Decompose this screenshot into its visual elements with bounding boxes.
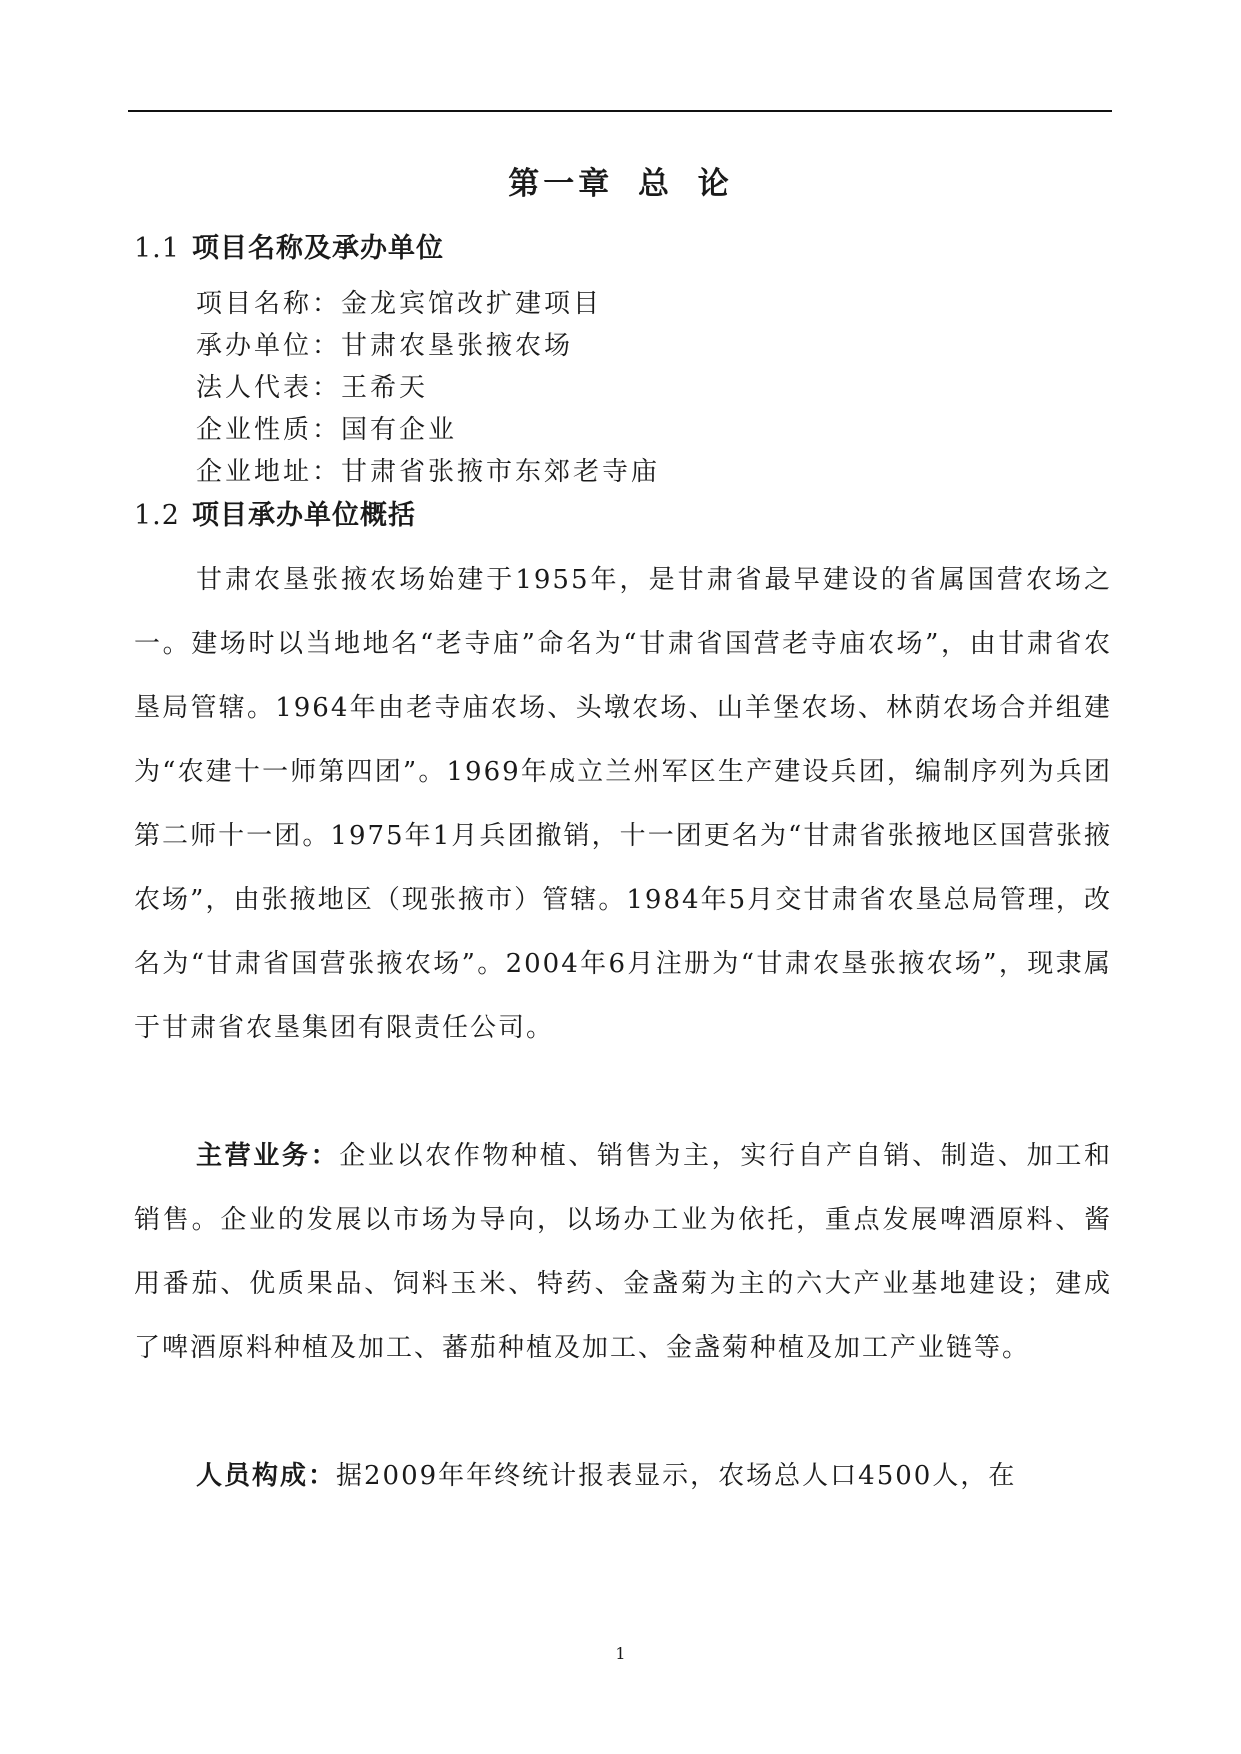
section-number: 1.2 — [134, 500, 180, 531]
section-title: 项目名称及承办单位 — [191, 233, 444, 264]
business-text: 企业以农作物种植、销售为主，实行自产自销、制造、加工和销售。企业的发展以市场为导向，以场办工业为依托，重点发展啤酒原料、酱用番茄、优质果品、饲料玉米、特药、金盏菊为主的六大产业基地建设；建成了啤酒原料种植及加工、蕃茄种植及加工、金盏菊种植及加工产业链等。 — [134, 1141, 1112, 1363]
info-legal-representative: 法人代表：王希天 — [196, 373, 429, 403]
info-enterprise-type: 企业性质：国有企业 — [196, 415, 458, 445]
paragraph-staff — [134, 1444, 1112, 1508]
section-title: 项目承办单位概括 — [191, 500, 416, 531]
chapter-title: 第一章 总 论 — [508, 166, 733, 202]
page-number: 1 — [615, 1644, 626, 1663]
header-rule — [128, 110, 1112, 112]
info-organizer: 承办单位：甘肃农垦张掖农场 — [196, 331, 574, 361]
staff-text: 据2009年年终统计报表显示，农场总人口4500人，在 — [336, 1461, 1017, 1491]
section-heading-1-2 — [134, 493, 416, 532]
info-enterprise-address: 企业地址：甘肃省张掖市东郊老寺庙 — [196, 457, 661, 487]
staff-label: 人员构成： — [196, 1461, 337, 1491]
project-info-list — [196, 283, 660, 493]
section-number: 1.1 — [134, 233, 180, 264]
section-heading-1-1 — [134, 226, 444, 265]
paragraph-history: 甘肃农垦张掖农场始建于1955年，是甘肃省最早建设的省属国营农场之一。建场时以当地地名“老寺庙”命名为“甘肃省国营老寺庙农场”，由甘肃省农垦局管辖。1964年由老寺庙农场、头墩农场、山羊堡农场、林荫农场合并组建为“农建十一师第四团”。1969年成立兰州军区生产建设兵团，编制序列为兵团第二师十一团。1975年1月兵团撤销，十一团更名为“甘肃省张掖地区国营张掖农场”，由张掖地区（现张掖市）管辖。1984年5月交甘肃省农垦总局管理，改名为“甘肃省国营张掖农场”。2004年6月注册为“甘肃农垦张掖农场”，现隶属于甘肃省农垦集团有限责任公司。 — [134, 565, 1112, 1043]
business-label: 主营业务： — [196, 1141, 340, 1171]
paragraph-main-business — [134, 1124, 1112, 1380]
info-project-name: 项目名称：金龙宾馆改扩建项目 — [196, 289, 603, 319]
